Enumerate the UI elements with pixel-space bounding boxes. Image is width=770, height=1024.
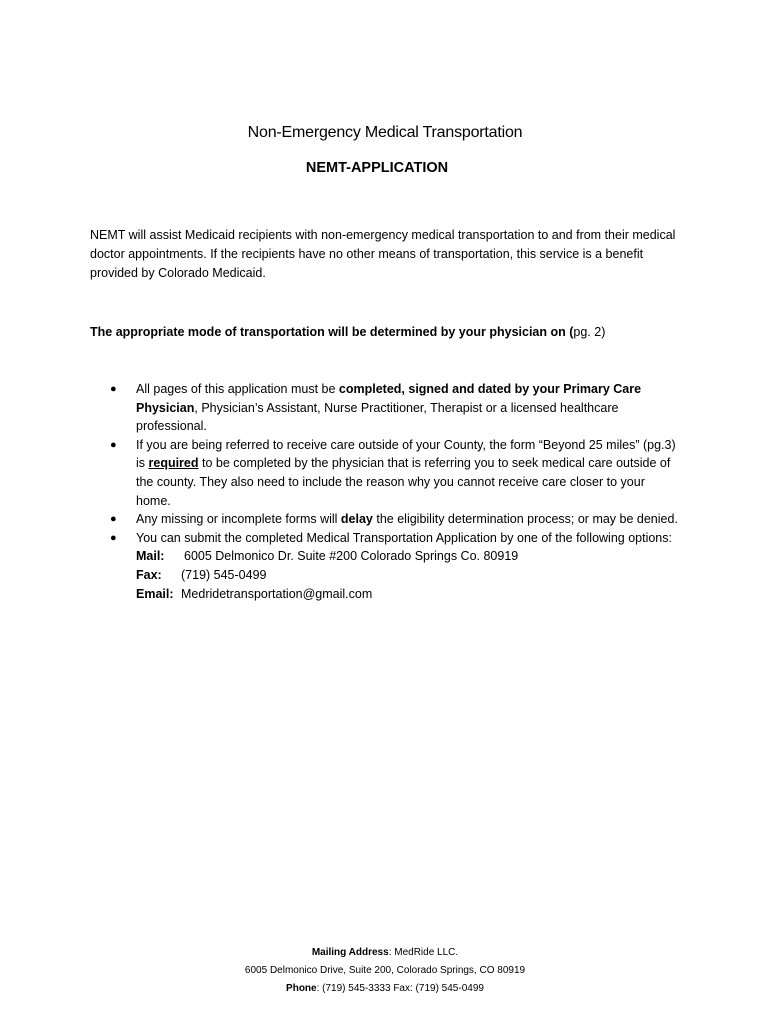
list-item-text: You can submit the completed Medical Transportation Application by one of the following options: — [136, 530, 672, 545]
fax-label: Fax: — [136, 567, 162, 582]
contact-fax — [136, 566, 680, 585]
fax-number: (719) 545-0499 — [181, 567, 267, 582]
list-item-emphasis: delay — [340, 512, 373, 527]
instructions-list — [110, 380, 680, 603]
bullet-icon: ● — [110, 513, 117, 526]
page-footer — [0, 944, 770, 998]
footer-address: 6005 Delmonico Drive, Suite 200, Colorado Springs, CO 80919 — [244, 965, 526, 976]
mail-address: 6005 Delmonico Dr. Suite #200 Colorado Springs Co. 80919 — [184, 549, 519, 564]
footer-phone-value: : (719) 545-3333 Fax: (719) 545-0499 — [316, 983, 484, 994]
footer-mailing — [0, 944, 770, 962]
bullet-icon: ● — [110, 438, 117, 451]
list-item-text: Any missing or incomplete forms will — [136, 512, 341, 527]
list-item-text: to be completed by the physician that is referring you to seek medical care outside of the county. They also need to include the reason why you cannot receive care closer to your home. — [136, 456, 671, 508]
footer-mailing-label: Mailing Address — [311, 947, 389, 958]
list-item — [110, 436, 680, 510]
document-subtitle: NEMT-APPLICATION — [305, 160, 449, 176]
mail-label: Mail: — [136, 549, 165, 564]
footer-phone-label: Phone — [286, 983, 317, 994]
intro-paragraph: NEMT will assist Medicaid recipients with non-emergency medical transportation to and from their medical doctor appointments. If the recipients have no other means of transportation, this service is a benefit provided by Colorado Medicaid. — [90, 228, 676, 280]
list-item-emphasis: completed, signed and dated by your Primary Care Physician — [136, 382, 642, 415]
footer-phone — [0, 980, 770, 998]
list-item-text: If you are being referred to receive care outside of your County, the form “Beyond 25 miles” (pg.3) is — [136, 437, 676, 471]
document-title: Non-Emergency Medical Transportation — [247, 124, 523, 141]
bullet-icon: ● — [110, 531, 117, 544]
email-address: Medridetransportation@gmail.com — [181, 586, 373, 601]
contact-mail — [136, 547, 680, 566]
list-item — [110, 380, 680, 436]
list-item-text: , Physician’s Assistant, Nurse Practitioner, Therapist or a licensed healthcare professional. — [136, 400, 619, 434]
transport-mode-page-ref: pg. 2) — [573, 325, 606, 339]
list-item-emphasis: required — [148, 456, 199, 471]
footer-mailing-value: : MedRide LLC. — [388, 947, 459, 958]
transport-mode-bold: The appropriate mode of transportation will be determined by your physician on ( — [90, 325, 574, 339]
list-item — [110, 529, 680, 603]
list-item-text: the eligibility determination process; or may be denied. — [372, 512, 678, 527]
transport-mode-paragraph — [90, 323, 690, 342]
contact-email — [136, 585, 680, 604]
email-label: Email: — [136, 586, 174, 601]
list-item-text: All pages of this application must be — [136, 382, 339, 396]
bullet-icon: ● — [110, 383, 117, 395]
list-item — [110, 510, 680, 529]
